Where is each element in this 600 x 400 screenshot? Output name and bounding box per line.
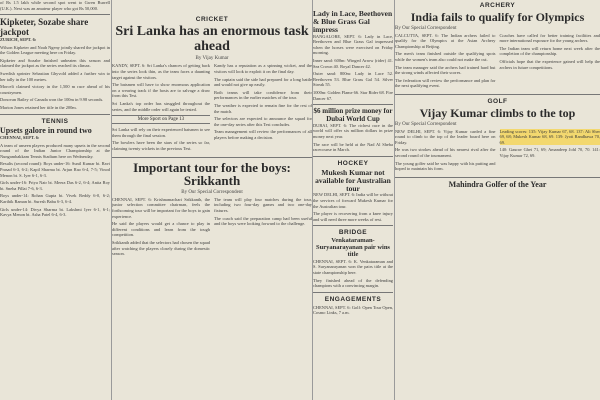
column-narrow	[313, 0, 393, 400]
story-paragraph: CALCUTTA, SEPT. 6: The Indian archers failed to qualify for the Olympics at the Asian Archery Championship at Beijing.	[395, 32, 496, 49]
story-paragraph: The bowlers have been the stars of the series so far, claiming twenty wickets in the previous Test.	[112, 140, 210, 151]
results-paragraph: Girls under-16: Priya Nair bt. Meera Das 6-2, 6-4; Anita Roy bt. Sneha Pillai 7-6, 6-3.	[0, 180, 110, 191]
leading-scores-highlight: Leading scores: 135: Vijay Kumar 67, 68. 137: Ali Sher 69, 68; Mukesh Kumar 68, 69. 139: Jyoti Randhawa 70, 69.	[499, 128, 600, 145]
headline-dubai: $6 million prize money for Dubai World Cup	[313, 107, 393, 123]
headline-mukesh: Mukesh Kumar not available for Australian tour	[315, 167, 391, 193]
divider	[313, 104, 393, 105]
story-paragraph: Officials hope that the experience gained will help the archers in future competitions.	[499, 58, 600, 70]
divider	[313, 225, 393, 226]
story-paragraph: 1000m: Golden Flame 66. Star Rider 68. Fire Dancer 67.	[313, 89, 393, 101]
story-paragraph: NEW DELHI, SEPT. 6: Vijay Kumar carded a fine round to climb to the top of the leader board here on Friday.	[395, 128, 496, 145]
story-paragraph: Both teams will take confidence from their performances in the earlier matches of the tour.	[214, 89, 312, 101]
results-paragraph: Girls under-14: Divya Sharma bt. Lakshmi Iyer 6-1, 6-1; Kavya Menon bt. Asha Patel 6-4, 6-3.	[0, 206, 110, 218]
headline-srikkanth: Important tour for the boys: Srikkanth	[133, 159, 291, 189]
story-paragraph: The young golfer said he was happy with his putting and hoped to maintain his form.	[395, 160, 496, 172]
story-paragraph: The batsmen will have to show enormous application on a wearing track if the hosts are to salvage a draw from this Test.	[112, 82, 210, 99]
story-paragraph: He was two strokes ahead of his nearest rival after the second round of the tournament.	[395, 147, 496, 158]
story-columns	[112, 197, 312, 259]
story-paragraph: The player is recovering from a knee injury and will need three more weeks of rest.	[313, 211, 393, 222]
story-paragraph: The weather is expected to remain fine for the rest of the match.	[214, 102, 312, 114]
story-paragraph: Coaches have called for better training facilities and more international exposure for the young archers.	[499, 32, 600, 44]
story-paragraph: Morceli claimed victory in the 1,500 m race ahead of his countrymen.	[0, 84, 110, 95]
story-paragraph: Swedish sprinter Sebastian Ghyvold added a further win to her tally in the 100 metres.	[0, 71, 110, 82]
story-column	[395, 33, 496, 91]
divider	[395, 94, 600, 95]
story-paragraph: DUBAI, SEPT. 6: The richest race in the world will offer six million dollars in prize money next year.	[313, 122, 393, 140]
story-paragraph: Team management will review the performances of all players before making a decision.	[214, 129, 312, 140]
story-paragraph: The coach said the preparation camp had been useful and the boys were looking forward to the challenge.	[214, 215, 312, 227]
byline: By Our Special Correspondent	[395, 25, 457, 31]
headline-racing: Lady in Lace, Beethoven & Blue Grass Gal impress	[313, 9, 393, 34]
dateline: CHENNAI, SEPT. 6:	[0, 134, 40, 140]
headline-archery: India fails to qualify for Olympics	[410, 10, 585, 24]
headline-golf: Vijay Kumar climbs to the top	[419, 105, 576, 120]
divider	[313, 292, 393, 293]
story-paragraph: Kandy has a reputation as a spinning wicket, and the visitors will look to exploit it on the final day.	[214, 63, 312, 74]
headline-golfer-of-year: Mahindra Golfer of the Year	[448, 179, 547, 189]
story-column	[214, 197, 312, 259]
story-paragraph: Outer sand: 800m: Lady in Lace 52. Beethoven 53. Blue Grass Gal 54. Silver Streak 55.	[313, 71, 393, 88]
story-paragraph: Inner sand: 600m: Winged Arrow (rider) 41. Sea Crown 40. Royal Dancer 42.	[313, 58, 393, 69]
headline-tennis: Upsets galore in round two	[0, 125, 92, 135]
section-label-bridge: BRIDGE	[338, 229, 368, 237]
story-paragraph: CHENNAI, SEPT. 6: Krishnamachari Srikkanth, the junior selection committee chairman, feels the forthcoming tour will be important for the boys to gain experience.	[112, 196, 210, 219]
column-center	[112, 0, 312, 400]
section-label-tennis: TENNIS	[41, 117, 69, 125]
section-label-golf: GOLF	[487, 97, 508, 105]
top-story-fragment: of Rs 1.5 lakh while second spot went to Gwen Burrell (U.K.). Next was an amateur player who got Rs 50,000.	[0, 0, 110, 11]
story-paragraph: A team of unseen players produced many upsets in the second round of the Indian Junior Championship at the Nungambakkam Tennis Stadium here on Wednesday.	[0, 142, 110, 159]
divider	[0, 14, 110, 15]
story-paragraph: NEW DELHI, SEPT. 6: India will be without the services of forward Mukesh Kumar for the Australian tour.	[313, 192, 393, 209]
story-paragraph: CHENNAI, SEPT. 6: K. Venkataraman and S. Suryanarayanan won the pairs title at the state championship here.	[313, 258, 393, 276]
byline: By Our Special Correspondent	[181, 189, 243, 195]
divider	[0, 114, 110, 115]
divider	[395, 177, 600, 178]
section-label-cricket: CRICKET	[195, 16, 229, 23]
story-paragraph: Sri Lanka will rely on their experienced batsmen to see them through the final session.	[112, 127, 210, 138]
story-paragraph: CHENNAI, SEPT. 6: Golf: Open Tour Open, Cosmo Links, 7 a.m.	[313, 304, 393, 316]
story-paragraph: The team manager said the archers had trained hard but the strong winds affected their scores.	[395, 64, 496, 76]
story-paragraph: The Indian team will return home next week after the completion of the championship.	[499, 45, 600, 57]
story-paragraph: The federation will review the performance and plan for the next qualifying event.	[395, 77, 496, 89]
column-right	[395, 0, 600, 400]
story-column	[395, 129, 496, 174]
story-paragraph: Kipketer and Sozabe finished unbeaten this season and claimed the jackpot as the series reached its climax.	[0, 57, 110, 69]
story-column	[500, 129, 600, 174]
story-paragraph: Wilson Kipketer and Noah Ngeny jointly shared the jackpot in the Golden League meeting here on Friday.	[0, 44, 110, 56]
story-paragraph: The men's team finished outside the qualifying spots while the women's team also could not make the cut.	[395, 51, 496, 62]
results-paragraph: Boys under-14: Rohan Gupta bt. Vivek Reddy 6-0, 6-2; Karthik Raman bt. Suresh Babu 6-3, 6-4.	[0, 193, 110, 204]
story-paragraph: He said the players would get a chance to play in different conditions and learn from the tough competition.	[112, 221, 210, 238]
section-label-engagements: ENGAGEMENTS	[324, 295, 382, 303]
story-columns	[395, 129, 600, 174]
story-columns	[395, 33, 600, 91]
story-column	[500, 33, 600, 91]
story-paragraph: Marion Jones retained her title in the 200m.	[0, 105, 77, 110]
results-paragraph: Results (second round): Boys under-16: Sunil Kumar bt. Ravi Prasad 6-3, 6-2; Kapil Sharma bt. Arjun Rao 6-4, 7-5; Vinod Menon bt. S. Iyer 6-1, 6-3.	[0, 161, 110, 178]
story-paragraph: They finished ahead of the defending champions with a convincing margin.	[313, 277, 393, 289]
divider	[313, 156, 393, 157]
story-paragraph: The team will play four matches during the tour, including two four-day games and two one-day fixtures.	[214, 196, 312, 213]
story-paragraph: BANGALORE, SEPT. 6: Lady in Lace, Beethoven and Blue Grass Gal impressed when the horses were exercised on Friday morning.	[313, 33, 393, 56]
byline: By Vijay Kumar	[195, 56, 229, 62]
dateline: ZURICH, SEPT. 6:	[0, 37, 37, 43]
story-column	[112, 197, 210, 259]
headline-kipketer: Kipketer, Sozabe share jackpot	[0, 17, 89, 37]
headline-bridge: Venkataraman-Suryanarayanan pair wins title	[316, 237, 390, 259]
story-columns	[112, 63, 312, 153]
section-label-hockey: HOCKEY	[337, 159, 369, 167]
section-label-archery: ARCHERY	[479, 2, 516, 9]
story-paragraph: The selectors are expected to announce the squad for the one-day series after this Test concludes.	[214, 116, 312, 127]
headline-sri-lanka: Sri Lanka has an enormous task ahead	[115, 24, 309, 54]
more-sport-note: More Sport on Page 13	[112, 115, 210, 124]
story-paragraph: KANDY, SEPT. 6: Sri Lanka's chances of getting back into the series look thin, as the team faces a daunting target against the visitors.	[112, 63, 210, 80]
story-column	[214, 63, 312, 153]
story-paragraph: Srikkanth added that the selectors had chosen the squad after watching the players closely during the domestic season.	[112, 239, 210, 257]
story-paragraph: Sri Lanka's top order has struggled throughout the series, and the middle order will again be tested.	[112, 100, 210, 112]
divider	[112, 157, 312, 158]
story-paragraph: The race will be held at the Nad Al Sheba racecourse in March.	[313, 141, 393, 153]
column-left	[0, 0, 110, 400]
story-paragraph: 140: Gaurav Ghei 71, 69; Amandeep Johl 70, 70. 141: Vijay Kumar 72, 69.	[499, 147, 600, 158]
story-paragraph: The captain said the side had prepared for a long battle and would not give up easily.	[214, 76, 312, 88]
story-paragraph: Donovan Bailey of Canada won the 100m in 9.98 seconds.	[0, 97, 104, 103]
byline: By Our Special Correspondent	[395, 121, 457, 127]
story-column	[112, 63, 210, 153]
